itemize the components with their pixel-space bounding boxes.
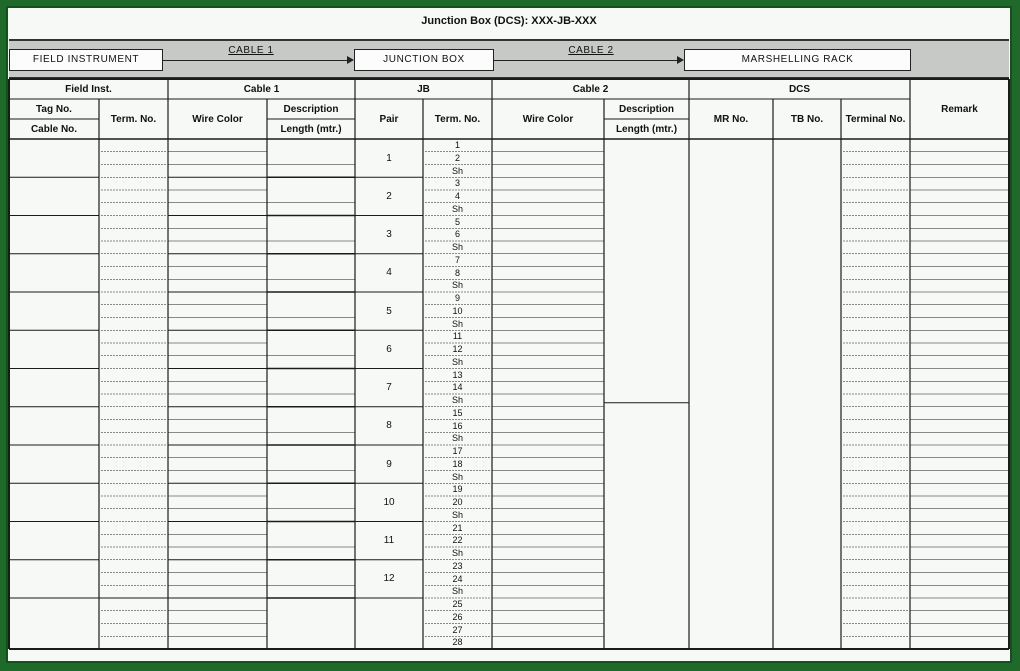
junction-box-box: JUNCTION BOX xyxy=(354,49,494,71)
jb-terminal-number: 14 xyxy=(452,382,463,393)
jb-terminal-number: Sh xyxy=(451,509,463,520)
header-description-2: Description xyxy=(618,103,674,115)
header-tb-no: TB No. xyxy=(790,113,824,125)
field-instrument-box: FIELD INSTRUMENT xyxy=(9,49,163,71)
jb-terminal-number: Sh xyxy=(451,203,463,214)
junction-box-sheet xyxy=(6,6,1012,663)
jb-terminal-number: Sh xyxy=(451,395,463,405)
jb-terminal-number: 3 xyxy=(454,178,460,189)
jb-terminal-number: 12 xyxy=(452,344,463,354)
jb-terminal-number: 15 xyxy=(452,407,463,418)
jb-terminal-number: 11 xyxy=(452,331,463,342)
header-length-1: Length (mtr.) xyxy=(280,123,342,135)
page-title: Junction Box (DCS): XXX-JB-XXX xyxy=(421,15,597,27)
jb-terminal-number: 25 xyxy=(452,599,463,609)
pair-number: 2 xyxy=(386,190,392,202)
cable1-label: CABLE 1 xyxy=(228,45,274,56)
header-tag-no: Tag No. xyxy=(36,103,72,115)
header-description-1: Description xyxy=(283,103,339,115)
cable2-label: CABLE 2 xyxy=(568,45,614,56)
jb-terminal-number: 13 xyxy=(452,369,463,380)
pair-number: 12 xyxy=(383,573,395,585)
pair-number: 6 xyxy=(386,343,392,355)
jb-terminal-number: 26 xyxy=(452,611,463,622)
jb-terminal-number: 28 xyxy=(452,637,463,648)
header-term-no: Term. No. xyxy=(110,113,157,125)
pair-number: 1 xyxy=(386,152,392,164)
pair-number: 10 xyxy=(383,496,395,508)
jb-terminal-number: 18 xyxy=(452,458,463,469)
jb-terminal-number: 27 xyxy=(452,624,463,635)
jb-terminal-number: Sh xyxy=(451,433,463,444)
pair-number: 3 xyxy=(386,229,392,241)
jb-terminal-number: Sh xyxy=(451,318,463,329)
jb-terminal-number: 6 xyxy=(454,229,460,240)
jb-terminal-number: 1 xyxy=(454,140,460,150)
pair-number: 11 xyxy=(383,535,395,547)
jb-terminal-number: 20 xyxy=(452,497,463,507)
jb-terminal-number: 16 xyxy=(452,420,463,431)
jb-terminal-number: 17 xyxy=(452,446,463,456)
jb-terminal-number: Sh xyxy=(451,471,463,482)
header-cable2: Cable 2 xyxy=(572,83,609,95)
header-jb-term-no: Term. No. xyxy=(434,113,481,125)
header-cable-no: Cable No. xyxy=(30,123,78,135)
jb-terminal-number: 4 xyxy=(454,191,460,201)
jb-terminal-number: 7 xyxy=(454,254,460,265)
jb-terminal-number: Sh xyxy=(451,242,463,252)
jb-terminal-number: 5 xyxy=(454,216,460,227)
jb-terminal-number: Sh xyxy=(451,548,463,558)
marshelling-rack-box: MARSHELLING RACK xyxy=(684,49,911,71)
jb-terminal-number: 10 xyxy=(452,305,463,316)
pair-number: 5 xyxy=(386,305,392,317)
jb-terminal-number: 9 xyxy=(454,293,460,303)
header-cable1: Cable 1 xyxy=(243,83,280,95)
jb-terminal-number: Sh xyxy=(451,280,463,291)
jb-terminal-number: 23 xyxy=(452,560,463,571)
header-pair: Pair xyxy=(379,113,399,125)
pair-number: 4 xyxy=(386,267,392,279)
header-wire-color-2: Wire Color xyxy=(522,113,574,125)
header-wire-color-1: Wire Color xyxy=(192,113,243,125)
jb-terminal-number: 22 xyxy=(452,535,463,546)
jb-terminal-number: Sh xyxy=(451,356,463,367)
header-field-inst: Field Inst. xyxy=(65,83,112,95)
pair-number: 7 xyxy=(386,382,392,394)
jb-terminal-number: 8 xyxy=(454,267,460,278)
jb-terminal-number: 24 xyxy=(452,573,463,584)
header-jb: JB xyxy=(417,83,430,95)
jb-terminal-number: 2 xyxy=(454,152,460,163)
jb-terminal-number: 21 xyxy=(452,522,463,533)
header-dcs: DCS xyxy=(788,83,811,95)
header-terminal-no: Terminal No. xyxy=(845,113,906,125)
header-remark: Remark xyxy=(941,103,978,115)
header-mr-no: MR No. xyxy=(713,113,749,125)
jb-terminal-number: Sh xyxy=(451,586,463,597)
header-length-2: Length (mtr.) xyxy=(615,123,678,135)
pair-number: 8 xyxy=(386,420,392,432)
jb-terminal-number: Sh xyxy=(451,165,463,176)
jb-terminal-number: 19 xyxy=(452,484,463,495)
pair-number: 9 xyxy=(386,458,392,470)
